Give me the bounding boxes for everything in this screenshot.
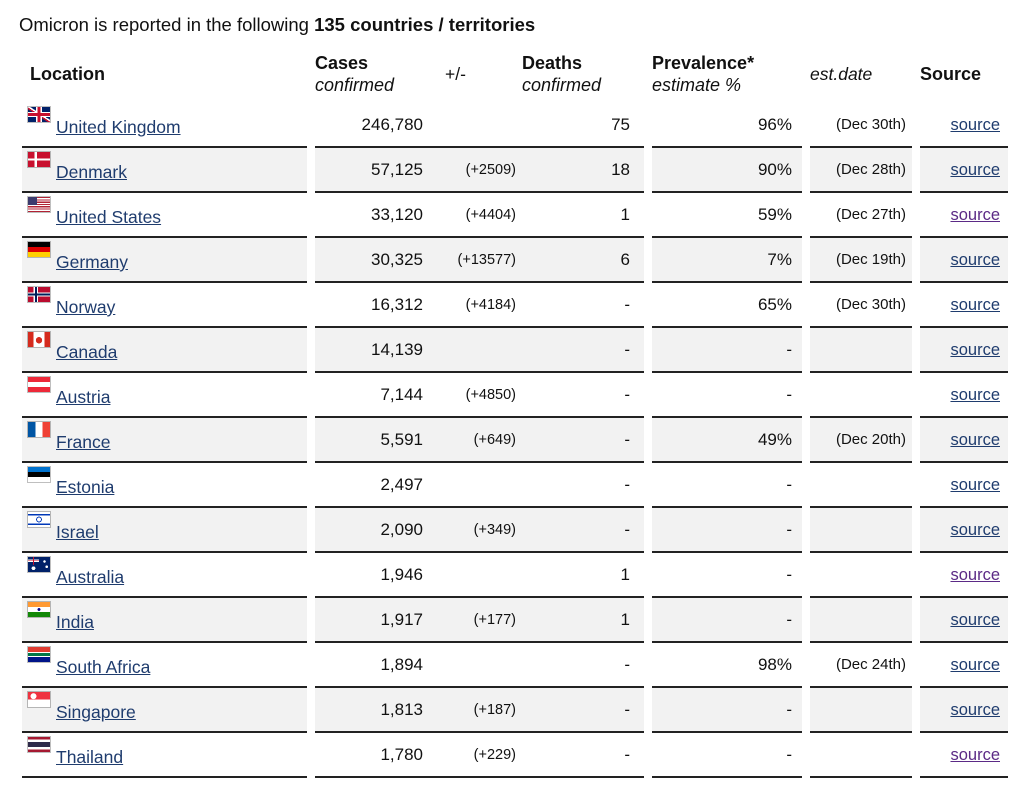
est-date-cell xyxy=(810,733,912,778)
source-cell xyxy=(920,193,1008,238)
change-cell xyxy=(437,103,522,148)
deaths-cell: - xyxy=(522,463,644,508)
source-link[interactable]: source xyxy=(950,655,1000,674)
deaths-cell: 1 xyxy=(522,598,644,643)
deaths-cell: - xyxy=(522,418,644,463)
cases-cell: 1,917 xyxy=(315,598,437,643)
prevalence-cell: 49% xyxy=(652,418,802,463)
cases-cell: 5,591 xyxy=(315,418,437,463)
header-cases[interactable]: Cases confirmed xyxy=(315,52,395,95)
prevalence-cell: - xyxy=(652,688,802,733)
change-cell xyxy=(437,643,522,688)
flag-thailand-icon xyxy=(28,737,50,752)
header-prevalence[interactable]: Prevalence* estimate % xyxy=(652,52,755,95)
source-link[interactable]: source xyxy=(950,115,1000,134)
cases-cell: 7,144 xyxy=(315,373,437,418)
deaths-cell: 18 xyxy=(522,148,644,193)
country-link[interactable]: Singapore xyxy=(56,702,136,722)
cases-cell: 246,780 xyxy=(315,103,437,148)
source-link[interactable]: source xyxy=(950,385,1000,404)
flag-uk-icon xyxy=(28,107,50,122)
cases-cell: 33,120 xyxy=(315,193,437,238)
source-cell xyxy=(920,463,1008,508)
change-cell xyxy=(437,553,522,598)
prevalence-cell: 98% xyxy=(652,643,802,688)
flag-norway-icon xyxy=(28,287,50,302)
est-date-cell: (Dec 30th) xyxy=(810,283,912,328)
change-cell: (+177) xyxy=(437,598,522,643)
prevalence-cell: 96% xyxy=(652,103,802,148)
est-date-cell: (Dec 30th) xyxy=(810,103,912,148)
location-cell xyxy=(22,103,307,148)
country-link[interactable]: South Africa xyxy=(56,657,151,677)
deaths-cell: 6 xyxy=(522,238,644,283)
table-row xyxy=(22,103,1008,148)
source-cell xyxy=(920,148,1008,193)
source-link[interactable]: source xyxy=(950,565,1000,584)
header-deaths[interactable]: Deaths confirmed xyxy=(522,52,602,95)
table-row xyxy=(22,688,1008,733)
location-cell xyxy=(22,328,307,373)
country-link[interactable]: United States xyxy=(56,207,162,227)
header-source[interactable]: Source xyxy=(920,63,982,84)
source-link[interactable]: source xyxy=(950,295,1000,314)
table-row xyxy=(22,598,1008,643)
country-link[interactable]: Australia xyxy=(56,567,125,587)
source-cell xyxy=(920,643,1008,688)
est-date-cell: (Dec 19th) xyxy=(810,238,912,283)
country-count: 135 countries / territories xyxy=(314,14,536,35)
country-link[interactable]: Norway xyxy=(56,297,116,317)
flag-denmark-icon xyxy=(28,152,50,167)
source-link[interactable]: source xyxy=(950,160,1000,179)
header-row xyxy=(22,45,1008,103)
prevalence-cell: - xyxy=(652,373,802,418)
source-link[interactable]: source xyxy=(950,340,1000,359)
header-est-date[interactable]: est.date xyxy=(810,63,873,84)
flag-south-africa-icon xyxy=(28,647,50,662)
source-cell xyxy=(920,328,1008,373)
source-link[interactable]: source xyxy=(950,700,1000,719)
location-cell xyxy=(22,688,307,733)
source-cell xyxy=(920,508,1008,553)
table-row xyxy=(22,508,1008,553)
prevalence-cell: - xyxy=(652,463,802,508)
location-cell xyxy=(22,598,307,643)
source-cell xyxy=(920,238,1008,283)
source-cell xyxy=(920,688,1008,733)
prevalence-cell: - xyxy=(652,598,802,643)
deaths-cell: - xyxy=(522,733,644,778)
prevalence-cell: - xyxy=(652,733,802,778)
est-date-cell xyxy=(810,553,912,598)
cases-cell: 1,946 xyxy=(315,553,437,598)
flag-canada-icon xyxy=(28,332,50,347)
location-cell xyxy=(22,193,307,238)
country-link[interactable]: Estonia xyxy=(56,477,115,497)
country-link[interactable]: Germany xyxy=(56,252,128,272)
change-cell: (+2509) xyxy=(437,148,522,193)
intro-text xyxy=(19,14,535,36)
est-date-cell xyxy=(810,598,912,643)
deaths-cell: - xyxy=(522,508,644,553)
est-date-cell xyxy=(810,688,912,733)
prevalence-cell: 90% xyxy=(652,148,802,193)
flag-india-icon xyxy=(28,602,50,617)
flag-germany-icon xyxy=(28,242,50,257)
prevalence-cell: - xyxy=(652,553,802,598)
deaths-cell: - xyxy=(522,688,644,733)
cases-cell: 1,894 xyxy=(315,643,437,688)
country-link[interactable]: Thailand xyxy=(56,747,124,767)
table-row xyxy=(22,373,1008,418)
deaths-cell: 1 xyxy=(522,553,644,598)
table-row xyxy=(22,238,1008,283)
flag-estonia-icon xyxy=(28,467,50,482)
location-cell xyxy=(22,418,307,463)
location-cell xyxy=(22,643,307,688)
flag-france-icon xyxy=(28,422,50,437)
country-link[interactable]: India xyxy=(56,612,94,632)
table-row xyxy=(22,553,1008,598)
source-link[interactable]: source xyxy=(950,745,1000,764)
source-cell xyxy=(920,598,1008,643)
change-cell: (+4184) xyxy=(437,283,522,328)
flag-austria-icon xyxy=(28,377,50,392)
change-cell: (+4404) xyxy=(437,193,522,238)
source-cell xyxy=(920,733,1008,778)
deaths-cell: - xyxy=(522,373,644,418)
location-cell xyxy=(22,553,307,598)
source-link[interactable]: source xyxy=(950,250,1000,269)
location-cell xyxy=(22,463,307,508)
flag-israel-icon xyxy=(28,512,50,527)
table-row xyxy=(22,193,1008,238)
change-cell xyxy=(437,463,522,508)
location-cell xyxy=(22,283,307,328)
cases-cell: 14,139 xyxy=(315,328,437,373)
source-link[interactable]: source xyxy=(950,520,1000,539)
table-row xyxy=(22,643,1008,688)
est-date-cell: (Dec 27th) xyxy=(810,193,912,238)
est-date-cell xyxy=(810,463,912,508)
deaths-cell: - xyxy=(522,328,644,373)
prevalence-cell: - xyxy=(652,328,802,373)
location-cell xyxy=(22,148,307,193)
change-cell: (+13577) xyxy=(437,238,522,283)
table-row xyxy=(22,328,1008,373)
table-row xyxy=(22,463,1008,508)
location-cell xyxy=(22,508,307,553)
country-link[interactable]: Austria xyxy=(56,387,111,407)
source-link[interactable]: source xyxy=(950,430,1000,449)
source-link[interactable]: source xyxy=(950,610,1000,629)
est-date-cell: (Dec 20th) xyxy=(810,418,912,463)
est-date-cell: (Dec 24th) xyxy=(810,643,912,688)
location-cell xyxy=(22,733,307,778)
deaths-cell: 75 xyxy=(522,103,644,148)
intro-prefix: Omicron is reported in the following xyxy=(19,14,315,35)
header-location[interactable]: Location xyxy=(30,63,105,84)
cases-cell: 1,780 xyxy=(315,733,437,778)
country-link[interactable]: France xyxy=(56,432,111,452)
change-cell: (+187) xyxy=(437,688,522,733)
location-cell xyxy=(22,373,307,418)
est-date-cell xyxy=(810,373,912,418)
source-cell xyxy=(920,283,1008,328)
deaths-cell: 1 xyxy=(522,193,644,238)
change-cell: (+649) xyxy=(437,418,522,463)
source-link[interactable]: source xyxy=(950,475,1000,494)
table-row xyxy=(22,418,1008,463)
omicron-table xyxy=(22,45,1008,778)
source-cell xyxy=(920,418,1008,463)
change-cell: (+229) xyxy=(437,733,522,778)
country-link[interactable]: United Kingdom xyxy=(56,117,181,137)
cases-cell: 1,813 xyxy=(315,688,437,733)
country-link[interactable]: Canada xyxy=(56,342,118,362)
prevalence-cell: 65% xyxy=(652,283,802,328)
cases-cell: 16,312 xyxy=(315,283,437,328)
table-row xyxy=(22,733,1008,778)
prevalence-cell: 7% xyxy=(652,238,802,283)
location-cell xyxy=(22,238,307,283)
source-link[interactable]: source xyxy=(950,205,1000,224)
change-cell: (+4850) xyxy=(437,373,522,418)
flag-us-icon xyxy=(28,197,50,212)
est-date-cell xyxy=(810,508,912,553)
header-change[interactable]: +/- xyxy=(445,63,466,84)
cases-cell: 2,090 xyxy=(315,508,437,553)
deaths-cell: - xyxy=(522,643,644,688)
country-link[interactable]: Denmark xyxy=(56,162,127,182)
est-date-cell: (Dec 28th) xyxy=(810,148,912,193)
change-cell: (+349) xyxy=(437,508,522,553)
country-link[interactable]: Israel xyxy=(56,522,99,542)
cases-cell: 57,125 xyxy=(315,148,437,193)
table-row xyxy=(22,283,1008,328)
source-cell xyxy=(920,553,1008,598)
flag-singapore-icon xyxy=(28,692,50,707)
prevalence-cell: - xyxy=(652,508,802,553)
source-cell xyxy=(920,373,1008,418)
flag-australia-icon xyxy=(28,557,50,572)
source-cell xyxy=(920,103,1008,148)
cases-cell: 30,325 xyxy=(315,238,437,283)
cases-cell: 2,497 xyxy=(315,463,437,508)
deaths-cell: - xyxy=(522,283,644,328)
change-cell xyxy=(437,328,522,373)
est-date-cell xyxy=(810,328,912,373)
table-row xyxy=(22,148,1008,193)
prevalence-cell: 59% xyxy=(652,193,802,238)
